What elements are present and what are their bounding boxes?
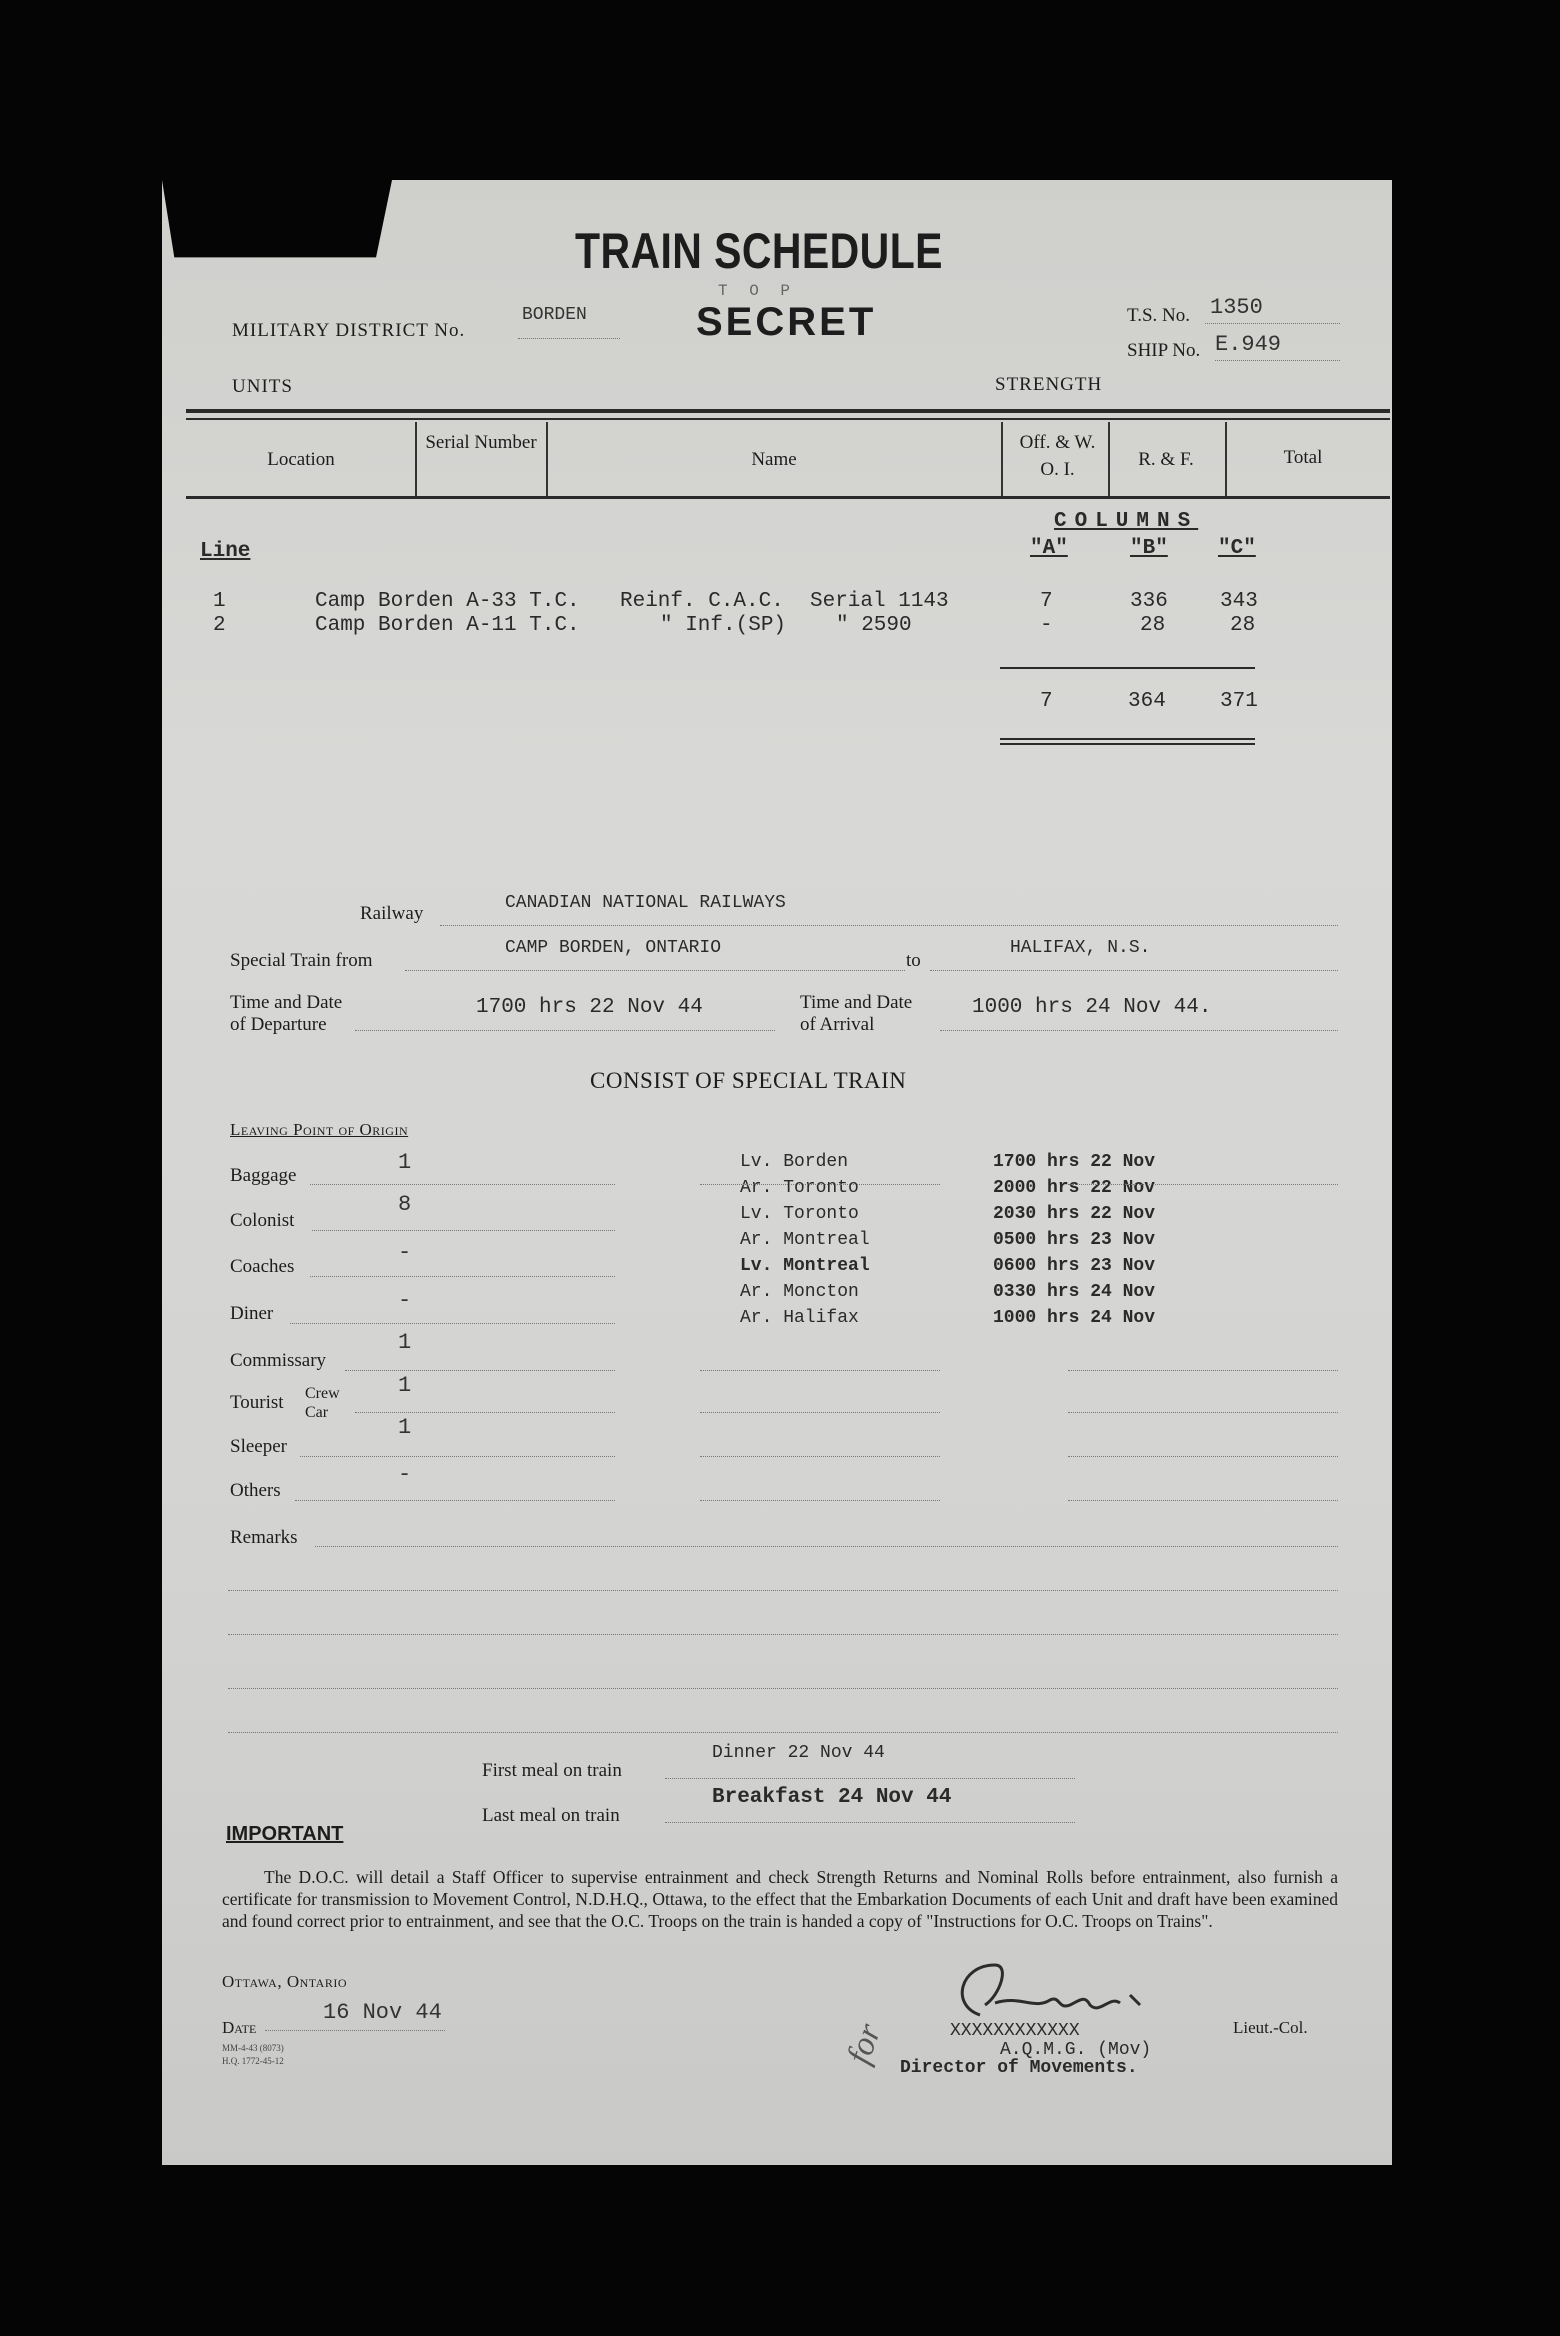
itinerary-dots — [700, 1370, 940, 1371]
consist-label-diner: Diner — [230, 1303, 274, 1324]
itinerary-time: 1700 hrs 22 Nov — [993, 1152, 1156, 1172]
tourist-sub-car: Car — [305, 1404, 329, 1421]
consist-label-colonist: Colonist — [230, 1210, 295, 1231]
to-value: HALIFAX, N.S. — [1010, 938, 1151, 958]
itinerary-dots — [1068, 1456, 1338, 1457]
consist-value-colonist: 8 — [398, 1192, 412, 1217]
row-2-c: 28 — [1230, 614, 1256, 637]
from-dots — [405, 970, 905, 971]
consist-value-baggage: 1 — [398, 1150, 412, 1175]
totals-bottom-rule — [1000, 738, 1255, 740]
consist-label-tourist: Tourist — [230, 1392, 284, 1413]
arrival-value: 1000 hrs 24 Nov 44. — [972, 996, 1212, 1019]
remarks-dots — [228, 1688, 1338, 1689]
col-header-rf: R. & F. — [1138, 449, 1194, 470]
page-title: TRAIN SCHEDULE — [575, 223, 943, 279]
col-divider — [415, 422, 417, 496]
ship-value: E.949 — [1215, 332, 1282, 357]
form-ref-1: MM-4-43 (8073) — [222, 2043, 284, 2053]
ts-label: T.S. No. — [1127, 305, 1190, 326]
consist-dots — [310, 1184, 615, 1185]
strength-label: STRENGTH — [995, 374, 1103, 395]
arrival-label-1: Time and Date — [800, 992, 913, 1013]
secret-stamp: SECRET — [696, 300, 877, 344]
consist-label-sleeper: Sleeper — [230, 1436, 287, 1457]
ship-label: SHIP No. — [1127, 340, 1201, 361]
itinerary-time: 1000 hrs 24 Nov — [993, 1308, 1156, 1328]
col-header-name: Name — [751, 449, 797, 470]
ts-value: 1350 — [1210, 295, 1263, 320]
col-header-serial: Serial Number — [425, 432, 537, 453]
table-header-bottom-rule — [186, 496, 1390, 499]
col-header-off: Off. & W. O. I. — [1019, 432, 1096, 480]
district-label: MILITARY DISTRICT No. — [232, 320, 466, 341]
row-2-location: Camp Borden A-11 T.C. — [315, 614, 580, 637]
row-2-serial: " 2590 — [836, 614, 912, 637]
line-heading: Line — [200, 540, 251, 563]
to-label: to — [906, 950, 921, 971]
itinerary-dots — [700, 1500, 940, 1501]
itinerary-stop: Ar. Toronto — [740, 1178, 859, 1198]
signer-typed: XXXXXXXXXXXX — [950, 2021, 1080, 2041]
row-1-a: 7 — [1040, 590, 1053, 613]
consist-label-commissary: Commissary — [230, 1350, 327, 1371]
totals-top-rule — [1000, 667, 1255, 669]
row-2-line: 2 — [213, 614, 226, 637]
total-c: 371 — [1220, 690, 1258, 713]
consist-dots — [300, 1456, 615, 1457]
total-b: 364 — [1128, 690, 1166, 713]
last-meal-label: Last meal on train — [482, 1805, 620, 1826]
consist-value-others: - — [398, 1462, 412, 1487]
place-label: Ottawa, Ontario — [222, 1972, 347, 1991]
ts-dots — [1205, 323, 1340, 324]
col-divider — [1001, 422, 1003, 496]
signer-title-1: A.Q.M.G. (Mov) — [1000, 2040, 1152, 2060]
date-dots — [265, 2030, 445, 2031]
itinerary-time: 2030 hrs 22 Nov — [993, 1204, 1156, 1224]
consist-heading: CONSIST OF SPECIAL TRAIN — [590, 1068, 907, 1093]
row-1-c: 343 — [1220, 590, 1258, 613]
origin-heading: Leaving Point of Origin — [230, 1120, 409, 1139]
column-letter-c: "C" — [1218, 537, 1256, 560]
itinerary-stop: Ar. Moncton — [740, 1282, 859, 1302]
date-label: Date — [222, 2018, 257, 2037]
arrival-label-2: of Arrival — [800, 1014, 875, 1035]
arrival-dots — [940, 1030, 1338, 1031]
railway-value: CANADIAN NATIONAL RAILWAYS — [505, 893, 786, 913]
consist-label-coaches: Coaches — [230, 1256, 295, 1277]
district-value: BORDEN — [522, 305, 587, 325]
itinerary-dots — [700, 1184, 940, 1185]
consist-dots — [345, 1370, 615, 1371]
itinerary-time: 0500 hrs 23 Nov — [993, 1230, 1156, 1250]
from-label: Special Train from — [230, 950, 373, 971]
consist-label-others: Others — [230, 1480, 281, 1501]
table-top-rule-2 — [186, 418, 1390, 420]
consist-dots — [312, 1230, 615, 1231]
itinerary-time: 0330 hrs 24 Nov — [993, 1282, 1156, 1302]
departure-label-1: Time and Date — [230, 992, 343, 1013]
row-1-line: 1 — [213, 590, 226, 613]
itinerary-dots — [700, 1412, 940, 1413]
consist-label-baggage: Baggage — [230, 1165, 297, 1186]
table-top-rule — [186, 409, 1390, 413]
last-meal-dots — [665, 1822, 1075, 1823]
remarks-dots — [315, 1546, 1338, 1547]
rank-label: Lieut.-Col. — [1233, 2018, 1308, 2037]
consist-value-commissary: 1 — [398, 1330, 412, 1355]
units-label: UNITS — [232, 376, 293, 397]
row-2-b: 28 — [1140, 614, 1166, 637]
row-1-serial: Serial 1143 — [810, 590, 949, 613]
row-2-a: - — [1040, 614, 1053, 637]
signer-title-2: Director of Movements. — [900, 2058, 1138, 2078]
columns-heading: COLUMNS — [1054, 510, 1199, 533]
row-1-location: Camp Borden A-33 T.C. — [315, 590, 580, 613]
important-text: The D.O.C. will detail a Staff Officer to supervise entrainment and check Strength Returns and Nominal Rolls before entrainment, also furnish a certificate for transmission to Movement Control, N.D.H.Q., Ottawa, to the effect that the Embarkation Documents of each Unit and draft have been examined and found correct prior to entrainment, and see that the O.C. Troops on the train is handed a copy of "Instructions for O.C. Troops on Trains". — [222, 1867, 1338, 1931]
col-divider — [1225, 422, 1227, 496]
itinerary-stop: Ar. Montreal — [740, 1230, 870, 1250]
consist-value-sleeper: 1 — [398, 1415, 412, 1440]
for-mark: for — [840, 2018, 889, 2069]
from-value: CAMP BORDEN, ONTARIO — [505, 938, 722, 958]
last-meal-value: Breakfast 24 Nov 44 — [712, 1786, 952, 1809]
tourist-sub-crew: Crew — [305, 1385, 340, 1402]
ship-dots — [1215, 360, 1340, 361]
district-dots — [518, 338, 620, 339]
consist-label-remarks: Remarks — [230, 1527, 298, 1548]
col-header-total: Total — [1283, 447, 1323, 468]
railway-dots — [440, 925, 1338, 926]
consist-dots — [290, 1323, 615, 1324]
itinerary-time: 2000 hrs 22 Nov — [993, 1178, 1156, 1198]
itinerary-dots — [1068, 1500, 1338, 1501]
total-a: 7 — [1040, 690, 1053, 713]
itinerary-stop: Lv. Borden — [740, 1152, 849, 1172]
itinerary-dots — [700, 1456, 940, 1457]
first-meal-dots — [665, 1778, 1075, 1779]
remarks-dots — [228, 1590, 1338, 1591]
itinerary-dots — [1068, 1184, 1338, 1185]
itinerary-stop: Ar. Halifax — [740, 1308, 859, 1328]
column-letter-a: "A" — [1030, 537, 1068, 560]
consist-dots — [355, 1412, 615, 1413]
itinerary-dots — [1068, 1370, 1338, 1371]
column-letter-b: "B" — [1130, 537, 1168, 560]
consist-value-tourist: 1 — [398, 1373, 412, 1398]
first-meal-label: First meal on train — [482, 1760, 622, 1781]
remarks-dots — [228, 1634, 1338, 1635]
itinerary-stop: Lv. Toronto — [740, 1204, 859, 1224]
railway-label: Railway — [360, 903, 424, 924]
first-meal-value: Dinner 22 Nov 44 — [712, 1743, 885, 1763]
consist-dots — [295, 1500, 615, 1501]
col-divider — [546, 422, 548, 496]
row-1-name: Reinf. C.A.C. — [620, 590, 784, 613]
itinerary-stop: Lv. Montreal — [740, 1256, 870, 1276]
row-2-name: " Inf.(SP) — [660, 614, 787, 637]
itinerary-time: 0600 hrs 23 Nov — [993, 1256, 1156, 1276]
consist-value-diner: - — [398, 1288, 412, 1313]
col-header-location: Location — [267, 449, 335, 470]
row-1-b: 336 — [1130, 590, 1168, 613]
important-heading: IMPORTANT — [226, 1823, 344, 1845]
departure-value: 1700 hrs 22 Nov 44 — [476, 996, 703, 1019]
form-ref-2: H.Q. 1772-45-12 — [222, 2056, 284, 2066]
consist-value-coaches: - — [398, 1240, 412, 1265]
consist-dots — [310, 1276, 615, 1277]
remarks-dots — [228, 1732, 1338, 1733]
top-stamp: T O P — [718, 282, 797, 300]
date-value: 16 Nov 44 — [323, 2000, 442, 2025]
to-dots — [930, 970, 1338, 971]
departure-label-2: of Departure — [230, 1014, 327, 1035]
totals-bottom-rule-2 — [1000, 743, 1255, 745]
departure-dots — [355, 1030, 775, 1031]
itinerary-dots — [1068, 1412, 1338, 1413]
